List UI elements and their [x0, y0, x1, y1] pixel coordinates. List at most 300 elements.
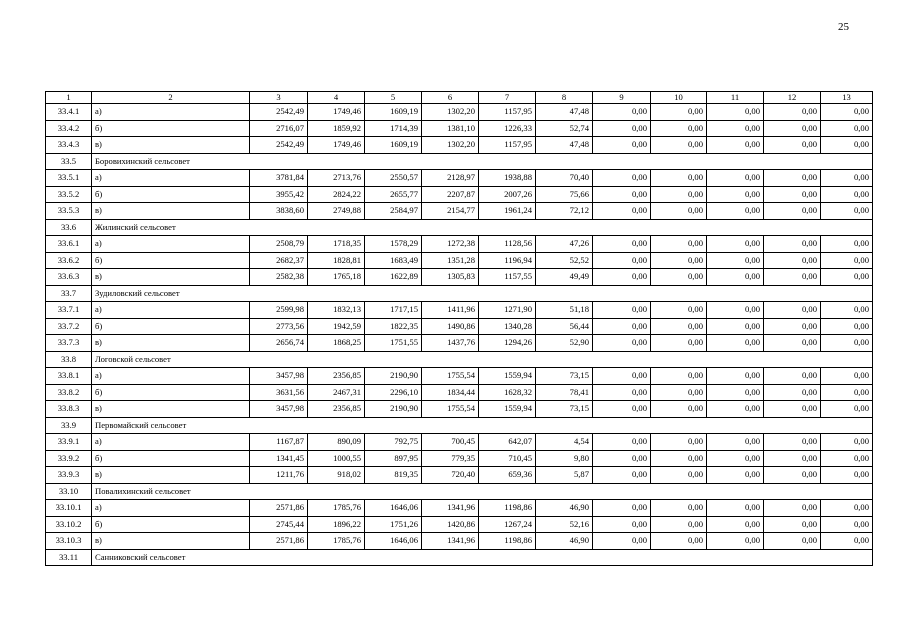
value-cell: 1718,35 [308, 236, 365, 253]
value-cell: 0,00 [821, 236, 873, 253]
row-label: а) [92, 302, 250, 319]
row-number: 33.9 [46, 417, 92, 434]
value-cell: 710,45 [479, 450, 536, 467]
table-row [46, 401, 873, 418]
value-cell: 0,00 [764, 467, 821, 484]
value-cell: 0,00 [707, 500, 764, 517]
value-cell: 0,00 [707, 104, 764, 121]
value-cell: 2007,26 [479, 186, 536, 203]
value-cell: 0,00 [764, 401, 821, 418]
value-cell: 0,00 [707, 236, 764, 253]
section-row [46, 549, 873, 566]
row-number: 33.4.1 [46, 104, 92, 121]
row-label: а) [92, 170, 250, 187]
value-cell: 0,00 [821, 450, 873, 467]
value-cell: 0,00 [764, 335, 821, 352]
value-cell: 0,00 [764, 170, 821, 187]
value-cell: 0,00 [764, 269, 821, 286]
section-row [46, 483, 873, 500]
value-cell: 0,00 [707, 516, 764, 533]
value-cell: 2745,44 [250, 516, 308, 533]
value-cell: 1578,29 [365, 236, 422, 253]
value-cell: 0,00 [651, 104, 707, 121]
value-cell: 2508,79 [250, 236, 308, 253]
row-label: б) [92, 318, 250, 335]
value-cell: 47,48 [536, 104, 593, 121]
value-cell: 0,00 [764, 252, 821, 269]
value-cell: 49,49 [536, 269, 593, 286]
section-row [46, 285, 873, 302]
value-cell: 0,00 [764, 203, 821, 220]
row-label: б) [92, 186, 250, 203]
value-cell: 0,00 [593, 186, 651, 203]
section-title: Боровихинский сельсовет [92, 153, 873, 170]
value-cell: 0,00 [707, 368, 764, 385]
value-cell: 70,40 [536, 170, 593, 187]
value-cell: 1000,55 [308, 450, 365, 467]
table-row [46, 302, 873, 319]
section-title: Зудиловский сельсовет [92, 285, 873, 302]
value-cell: 1211,76 [250, 467, 308, 484]
value-cell: 2713,76 [308, 170, 365, 187]
value-cell: 1272,38 [422, 236, 479, 253]
value-cell: 0,00 [651, 236, 707, 253]
table-row [46, 467, 873, 484]
row-number: 33.10.3 [46, 533, 92, 550]
value-cell: 3631,56 [250, 384, 308, 401]
value-cell: 1420,86 [422, 516, 479, 533]
value-cell: 2154,77 [422, 203, 479, 220]
value-cell: 0,00 [821, 120, 873, 137]
value-cell: 0,00 [821, 186, 873, 203]
row-label: б) [92, 516, 250, 533]
value-cell: 46,90 [536, 500, 593, 517]
value-cell: 0,00 [707, 170, 764, 187]
value-cell: 0,00 [707, 533, 764, 550]
value-cell: 1717,15 [365, 302, 422, 319]
value-cell: 1942,59 [308, 318, 365, 335]
value-cell: 0,00 [821, 269, 873, 286]
value-cell: 0,00 [651, 516, 707, 533]
row-number: 33.9.1 [46, 434, 92, 451]
value-cell: 720,40 [422, 467, 479, 484]
value-cell: 0,00 [821, 500, 873, 517]
row-number: 33.7.1 [46, 302, 92, 319]
row-label: а) [92, 104, 250, 121]
value-cell: 0,00 [821, 384, 873, 401]
row-number: 33.10 [46, 483, 92, 500]
value-cell: 1609,19 [365, 104, 422, 121]
value-cell: 2655,77 [365, 186, 422, 203]
value-cell: 0,00 [593, 533, 651, 550]
value-cell: 2716,07 [250, 120, 308, 137]
row-number: 33.5.2 [46, 186, 92, 203]
table-row [46, 450, 873, 467]
value-cell: 0,00 [707, 450, 764, 467]
value-cell: 0,00 [707, 384, 764, 401]
value-cell: 73,15 [536, 368, 593, 385]
value-cell: 642,07 [479, 434, 536, 451]
row-number: 33.5.3 [46, 203, 92, 220]
value-cell: 1490,86 [422, 318, 479, 335]
value-cell: 0,00 [593, 434, 651, 451]
value-cell: 0,00 [651, 533, 707, 550]
table-row [46, 384, 873, 401]
value-cell: 0,00 [707, 120, 764, 137]
value-cell: 1341,45 [250, 450, 308, 467]
value-cell: 1868,25 [308, 335, 365, 352]
value-cell: 0,00 [821, 516, 873, 533]
value-cell: 3838,60 [250, 203, 308, 220]
value-cell: 1226,33 [479, 120, 536, 137]
row-number: 33.7.2 [46, 318, 92, 335]
header-cell: 6 [422, 92, 479, 104]
value-cell: 1859,92 [308, 120, 365, 137]
value-cell: 52,74 [536, 120, 593, 137]
header-cell: 3 [250, 92, 308, 104]
row-label: а) [92, 500, 250, 517]
row-number: 33.9.3 [46, 467, 92, 484]
value-cell: 0,00 [651, 203, 707, 220]
value-cell: 0,00 [707, 318, 764, 335]
value-cell: 0,00 [651, 500, 707, 517]
row-label: а) [92, 368, 250, 385]
value-cell: 0,00 [593, 137, 651, 154]
value-cell: 0,00 [821, 137, 873, 154]
value-cell: 1351,28 [422, 252, 479, 269]
table-row [46, 236, 873, 253]
value-cell: 700,45 [422, 434, 479, 451]
value-cell: 0,00 [821, 104, 873, 121]
section-title: Первомайский сельсовет [92, 417, 873, 434]
value-cell: 792,75 [365, 434, 422, 451]
value-cell: 2207,87 [422, 186, 479, 203]
value-cell: 0,00 [593, 368, 651, 385]
header-cell: 2 [92, 92, 250, 104]
value-cell: 0,00 [593, 500, 651, 517]
value-cell: 1305,83 [422, 269, 479, 286]
value-cell: 0,00 [764, 186, 821, 203]
value-cell: 890,09 [308, 434, 365, 451]
header-cell: 1 [46, 92, 92, 104]
value-cell: 0,00 [764, 236, 821, 253]
value-cell: 1157,55 [479, 269, 536, 286]
value-cell: 0,00 [651, 401, 707, 418]
table-row [46, 434, 873, 451]
value-cell: 0,00 [764, 368, 821, 385]
value-cell: 0,00 [651, 170, 707, 187]
value-cell: 1755,54 [422, 401, 479, 418]
value-cell: 0,00 [593, 269, 651, 286]
header-cell: 11 [707, 92, 764, 104]
value-cell: 73,15 [536, 401, 593, 418]
value-cell: 0,00 [651, 302, 707, 319]
value-cell: 2656,74 [250, 335, 308, 352]
value-cell: 0,00 [764, 533, 821, 550]
row-number: 33.7 [46, 285, 92, 302]
table-body [46, 92, 873, 566]
value-cell: 1749,46 [308, 137, 365, 154]
value-cell: 0,00 [821, 203, 873, 220]
value-cell: 0,00 [821, 302, 873, 319]
value-cell: 2467,31 [308, 384, 365, 401]
value-cell: 1609,19 [365, 137, 422, 154]
value-cell: 0,00 [821, 467, 873, 484]
row-number: 33.4.2 [46, 120, 92, 137]
value-cell: 0,00 [764, 302, 821, 319]
row-number: 33.8.1 [46, 368, 92, 385]
value-cell: 0,00 [593, 203, 651, 220]
row-label: а) [92, 434, 250, 451]
value-cell: 1751,55 [365, 335, 422, 352]
value-cell: 2190,90 [365, 401, 422, 418]
value-cell: 0,00 [707, 335, 764, 352]
value-cell: 0,00 [651, 120, 707, 137]
header-row [46, 92, 873, 104]
table-row [46, 203, 873, 220]
table-row [46, 120, 873, 137]
value-cell: 0,00 [593, 467, 651, 484]
value-cell: 0,00 [593, 335, 651, 352]
value-cell: 1167,87 [250, 434, 308, 451]
value-cell: 0,00 [707, 401, 764, 418]
value-cell: 1302,20 [422, 104, 479, 121]
page-number: 25 [838, 21, 849, 33]
value-cell: 2682,37 [250, 252, 308, 269]
value-cell: 0,00 [593, 170, 651, 187]
value-cell: 0,00 [593, 120, 651, 137]
value-cell: 0,00 [764, 500, 821, 517]
row-number: 33.9.2 [46, 450, 92, 467]
value-cell: 2128,97 [422, 170, 479, 187]
value-cell: 0,00 [651, 450, 707, 467]
value-cell: 0,00 [764, 434, 821, 451]
value-cell: 1628,32 [479, 384, 536, 401]
row-number: 33.8.3 [46, 401, 92, 418]
value-cell: 0,00 [821, 434, 873, 451]
value-cell: 1267,24 [479, 516, 536, 533]
value-cell: 0,00 [764, 384, 821, 401]
header-cell: 9 [593, 92, 651, 104]
value-cell: 2356,85 [308, 401, 365, 418]
value-cell: 0,00 [593, 104, 651, 121]
value-cell: 1341,96 [422, 533, 479, 550]
value-cell: 1896,22 [308, 516, 365, 533]
value-cell: 1646,06 [365, 500, 422, 517]
value-cell: 1832,13 [308, 302, 365, 319]
section-row [46, 417, 873, 434]
value-cell: 897,95 [365, 450, 422, 467]
value-cell: 5,87 [536, 467, 593, 484]
value-cell: 819,35 [365, 467, 422, 484]
table-row [46, 170, 873, 187]
value-cell: 1834,44 [422, 384, 479, 401]
value-cell: 0,00 [651, 269, 707, 286]
value-cell: 1411,96 [422, 302, 479, 319]
section-row [46, 153, 873, 170]
value-cell: 0,00 [593, 252, 651, 269]
value-cell: 1271,90 [479, 302, 536, 319]
row-number: 33.5 [46, 153, 92, 170]
value-cell: 918,02 [308, 467, 365, 484]
value-cell: 0,00 [707, 467, 764, 484]
value-cell: 0,00 [707, 203, 764, 220]
table-row [46, 252, 873, 269]
value-cell: 0,00 [821, 335, 873, 352]
value-cell: 0,00 [764, 450, 821, 467]
row-number: 33.6 [46, 219, 92, 236]
value-cell: 56,44 [536, 318, 593, 335]
value-cell: 2584,97 [365, 203, 422, 220]
value-cell: 52,90 [536, 335, 593, 352]
value-cell: 72,12 [536, 203, 593, 220]
row-number: 33.6.1 [46, 236, 92, 253]
value-cell: 1381,10 [422, 120, 479, 137]
value-cell: 0,00 [651, 318, 707, 335]
value-cell: 1938,88 [479, 170, 536, 187]
value-cell: 52,16 [536, 516, 593, 533]
value-cell: 75,66 [536, 186, 593, 203]
value-cell: 0,00 [593, 516, 651, 533]
row-label: б) [92, 450, 250, 467]
row-number: 33.8 [46, 351, 92, 368]
value-cell: 1961,24 [479, 203, 536, 220]
value-cell: 1785,76 [308, 500, 365, 517]
value-cell: 51,18 [536, 302, 593, 319]
value-cell: 0,00 [593, 401, 651, 418]
row-label: б) [92, 120, 250, 137]
value-cell: 0,00 [651, 252, 707, 269]
value-cell: 0,00 [821, 318, 873, 335]
value-cell: 0,00 [764, 318, 821, 335]
value-cell: 1785,76 [308, 533, 365, 550]
row-label: в) [92, 203, 250, 220]
value-cell: 0,00 [707, 137, 764, 154]
row-number: 33.11 [46, 549, 92, 566]
value-cell: 2773,56 [250, 318, 308, 335]
value-cell: 2599,98 [250, 302, 308, 319]
section-row [46, 219, 873, 236]
value-cell: 0,00 [821, 252, 873, 269]
value-cell: 1559,94 [479, 368, 536, 385]
value-cell: 1828,81 [308, 252, 365, 269]
value-cell: 0,00 [651, 368, 707, 385]
row-number: 33.7.3 [46, 335, 92, 352]
row-number: 33.4.3 [46, 137, 92, 154]
value-cell: 779,35 [422, 450, 479, 467]
row-label: б) [92, 252, 250, 269]
value-cell: 0,00 [764, 120, 821, 137]
table-row [46, 269, 873, 286]
value-cell: 4,54 [536, 434, 593, 451]
table-row [46, 137, 873, 154]
value-cell: 0,00 [593, 318, 651, 335]
value-cell: 0,00 [707, 434, 764, 451]
value-cell: 3457,98 [250, 401, 308, 418]
value-cell: 1157,95 [479, 137, 536, 154]
table-row [46, 335, 873, 352]
value-cell: 2190,90 [365, 368, 422, 385]
value-cell: 1755,54 [422, 368, 479, 385]
header-cell: 13 [821, 92, 873, 104]
value-cell: 3781,84 [250, 170, 308, 187]
row-label: в) [92, 401, 250, 418]
value-cell: 0,00 [707, 186, 764, 203]
table-row [46, 368, 873, 385]
value-cell: 0,00 [651, 434, 707, 451]
section-title: Повалихинский сельсовет [92, 483, 873, 500]
value-cell: 1559,94 [479, 401, 536, 418]
row-label: в) [92, 533, 250, 550]
section-title: Санниковский сельсовет [92, 549, 873, 566]
value-cell: 2824,22 [308, 186, 365, 203]
value-cell: 1198,86 [479, 533, 536, 550]
value-cell: 2749,88 [308, 203, 365, 220]
row-number: 33.6.3 [46, 269, 92, 286]
value-cell: 1157,95 [479, 104, 536, 121]
value-cell: 0,00 [764, 104, 821, 121]
value-cell: 1196,94 [479, 252, 536, 269]
section-title: Логовской сельсовет [92, 351, 873, 368]
value-cell: 1128,56 [479, 236, 536, 253]
row-number: 33.8.2 [46, 384, 92, 401]
value-cell: 0,00 [821, 368, 873, 385]
value-cell: 0,00 [593, 384, 651, 401]
value-cell: 0,00 [707, 269, 764, 286]
value-cell: 1714,39 [365, 120, 422, 137]
value-cell: 1683,49 [365, 252, 422, 269]
value-cell: 1302,20 [422, 137, 479, 154]
value-cell: 1340,28 [479, 318, 536, 335]
value-cell: 3457,98 [250, 368, 308, 385]
value-cell: 2582,38 [250, 269, 308, 286]
value-cell: 0,00 [593, 236, 651, 253]
value-cell: 2542,49 [250, 104, 308, 121]
table-row [46, 533, 873, 550]
row-label: в) [92, 137, 250, 154]
header-cell: 4 [308, 92, 365, 104]
header-cell: 5 [365, 92, 422, 104]
header-cell: 8 [536, 92, 593, 104]
row-number: 33.6.2 [46, 252, 92, 269]
row-label: в) [92, 335, 250, 352]
value-cell: 2571,86 [250, 500, 308, 517]
data-table [45, 91, 873, 566]
value-cell: 0,00 [593, 450, 651, 467]
row-label: в) [92, 269, 250, 286]
row-number: 33.10.2 [46, 516, 92, 533]
value-cell: 47,48 [536, 137, 593, 154]
value-cell: 0,00 [764, 137, 821, 154]
row-number: 33.10.1 [46, 500, 92, 517]
table-row [46, 318, 873, 335]
value-cell: 0,00 [651, 467, 707, 484]
header-cell: 12 [764, 92, 821, 104]
row-label: в) [92, 467, 250, 484]
value-cell: 78,41 [536, 384, 593, 401]
value-cell: 52,52 [536, 252, 593, 269]
value-cell: 1294,26 [479, 335, 536, 352]
value-cell: 0,00 [593, 302, 651, 319]
value-cell: 1822,35 [365, 318, 422, 335]
value-cell: 1646,06 [365, 533, 422, 550]
value-cell: 1622,89 [365, 269, 422, 286]
value-cell: 2571,86 [250, 533, 308, 550]
value-cell: 3955,42 [250, 186, 308, 203]
row-label: а) [92, 236, 250, 253]
header-cell: 10 [651, 92, 707, 104]
value-cell: 0,00 [651, 335, 707, 352]
